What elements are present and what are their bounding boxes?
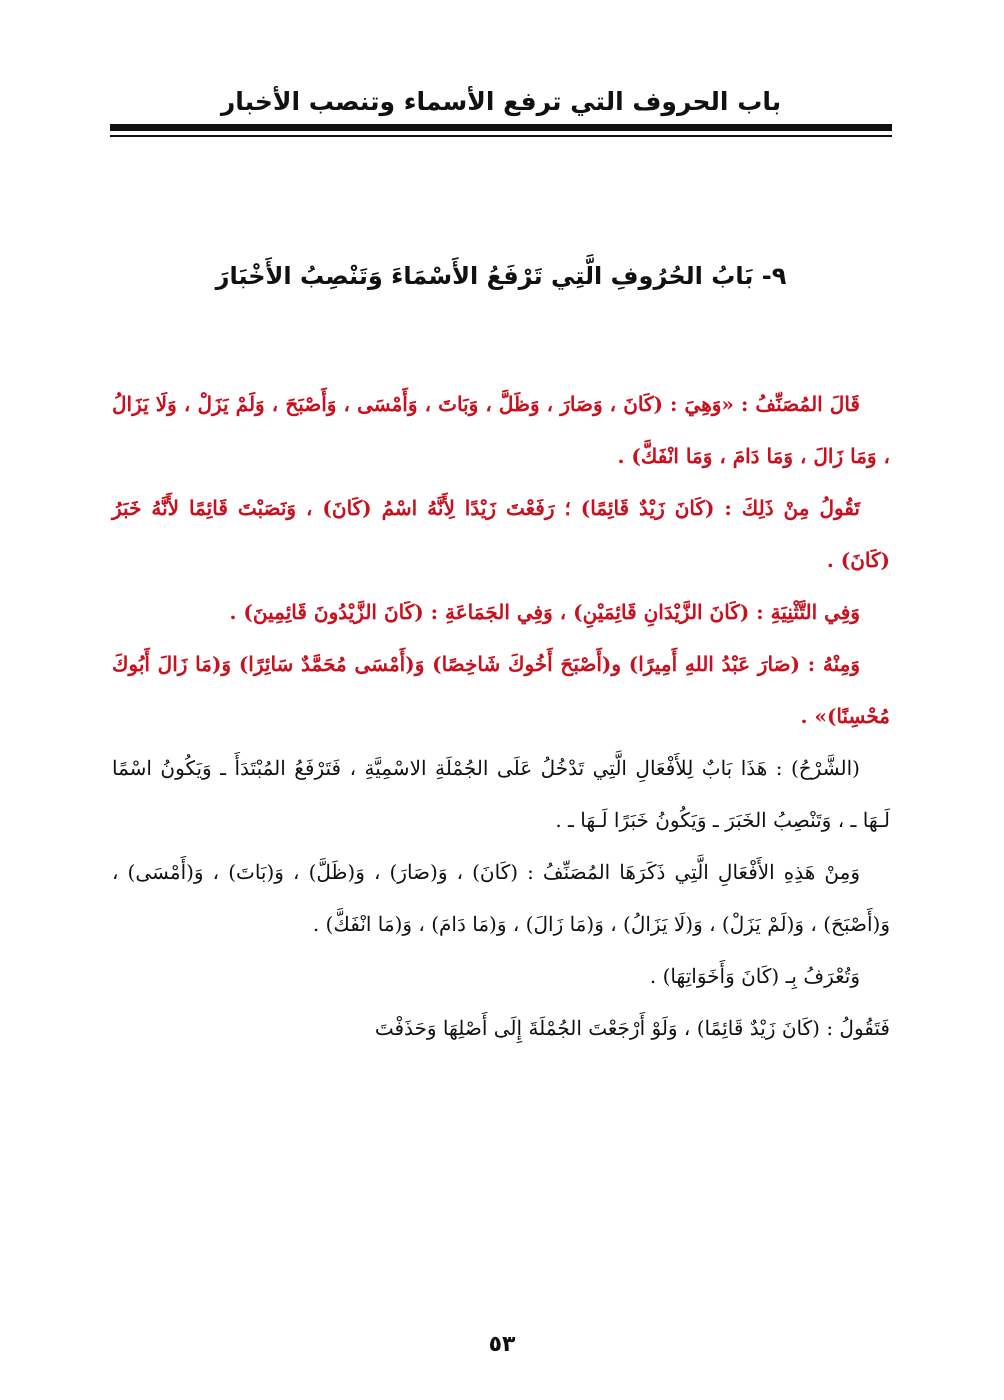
- matn-paragraph-3: وَفِي التَّثْنِيَةِ : (كَانَ الزَّيْدَانِ قَائِمَيْنِ) ، وَفِي الجَمَاعَةِ : (كَانَ الزَّيْدُونَ قَائِمِينَ) .: [229, 600, 860, 624]
- matn-paragraph-1: قَالَ المُصَنِّفُ : «وَهِيَ : (كَانَ ، وَصَارَ ، وَظَلَّ ، وَبَاتَ ، وَأَمْسَى ، وَأَصْبَحَ ، وَلَمْ يَزَلْ ، وَلَا يَزَالُ ، وَمَا زَالَ ، وَمَا دَامَ ، وَمَا انْفَكَّ) .: [112, 392, 890, 468]
- sharh-paragraph-4: فَتَقُولُ : (كَانَ زَيْدٌ قَائِمًا) ، وَلَوْ أَرْجَعْتَ الجُمْلَةَ إِلَى أَصْلِهَا وَحَذَفْتَ: [374, 1016, 890, 1040]
- sharh-paragraph-1: (الشَّرْحُ) : هَذَا بَابٌ لِلأَفْعَالِ الَّتِي تَدْخُلُ عَلَى الجُمْلَةِ الاسْمِيَّةِ ، فَتَرْفَعُ المُبْتَدَأَ ـ وَيَكُونُ اسْمًا لَـهَا ـ ، وَتَنْصِبُ الخَبَرَ ـ وَيَكُونُ خَبَرًا لَـهَا ـ .: [112, 756, 890, 832]
- running-header-title: باب الحروف التي ترفع الأسماء وتنصب الأخبار: [220, 87, 782, 116]
- matn-paragraph-4: وَمِنْهُ : (صَارَ عَبْدُ اللهِ أَمِيرًا) و(أَصْبَحَ أَخُوكَ شَاخِصًا) وَ(أَمْسَى مُحَمَّدٌ سَائِرًا) وَ(مَا زَالَ أَبُوكَ مُحْسِنًا)» .: [112, 652, 890, 728]
- header-rule-thin: [110, 135, 892, 137]
- matn-paragraph-2: تَقُولُ مِنْ ذَلِكَ : (كَانَ زَيْدٌ قَائِمًا) ؛ رَفَعْتَ زَيْدًا لِأَنَّهُ اسْمُ (كَانَ) ، وَنَصَبْتَ قَائِمًا لأَنَّهُ خَبَرُ (كَانَ) .: [112, 496, 890, 572]
- header-rule-thick: [110, 124, 892, 131]
- sharh-paragraph-2: وَمِنْ هَذِهِ الأَفْعَالِ الَّتِي ذَكَرَهَا المُصَنِّفُ : (كَانَ) ، وَ(صَارَ) ، وَ(ظَلَّ) ، وَ(بَاتَ) ، وَ(أَمْسَى) ، وَ(أَصْبَحَ) ، وَ(لَمْ يَزَلْ) ، وَ(لَا يَزَالُ) ، وَ(مَا زَالَ) ، وَ(مَا دَامَ) ، وَ(مَا انْفَكَّ) .: [112, 860, 890, 936]
- page-body: [112, 378, 890, 1054]
- page-number: ٥٣: [488, 1332, 516, 1357]
- sharh-paragraph-3: وَتُعْرَفُ بِـ (كَانَ وَأَخَوَاتِهَا) .: [649, 964, 860, 988]
- chapter-title: ٩- بَابُ الحُرُوفِ الَّتِي تَرْفَعُ الأَسْمَاءَ وَتَنْصِبُ الأَخْبَارَ: [215, 262, 787, 290]
